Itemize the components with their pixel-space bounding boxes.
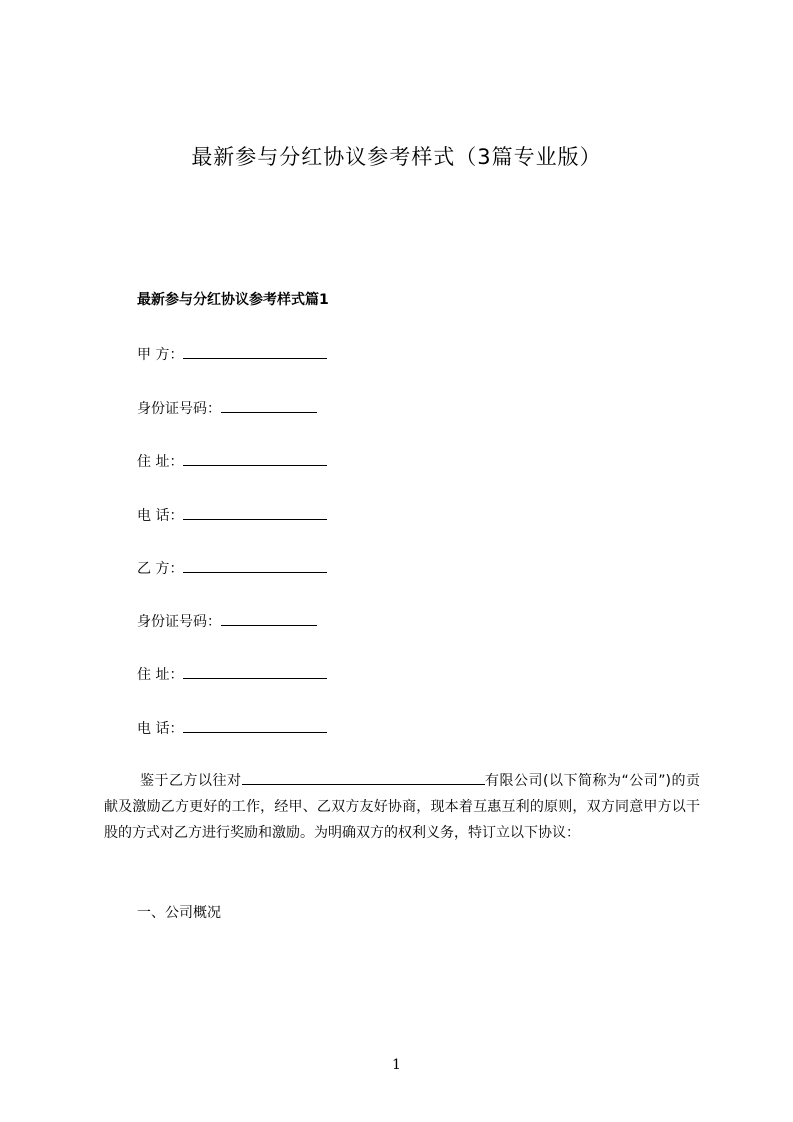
party-b-id-blank[interactable] <box>221 611 317 626</box>
intro-paragraph <box>104 768 700 846</box>
party-a-name-label: 甲 方： <box>137 347 184 363</box>
party-a-id-blank[interactable] <box>221 398 317 413</box>
party-a-id-label: 身份证号码： <box>137 401 221 417</box>
party-a-address-field <box>137 451 327 471</box>
party-b-address-blank[interactable] <box>183 664 327 679</box>
party-b-name-blank[interactable] <box>183 558 327 573</box>
company-name-blank[interactable] <box>242 770 485 785</box>
party-a-phone-field <box>137 505 327 525</box>
intro-paragraph-after: 有限公司(以下简称为“公司”)的贡献及激励乙方更好的工作，经甲、乙双方友好协商，现本着互惠互利的原则，双方同意甲方以干股的方式对乙方进行奖励和激励。为明确双方的权利义务，特订立以下协议： <box>104 773 701 841</box>
party-a-name-field <box>137 344 327 364</box>
party-b-id-label: 身份证号码： <box>137 614 221 630</box>
party-a-name-blank[interactable] <box>183 344 327 359</box>
party-a-address-label: 住 址： <box>137 454 184 470</box>
page-title: 最新参与分红协议参考样式（3篇专业版） <box>191 145 602 169</box>
subheading-company-overview: 一、公司概况 <box>137 905 221 921</box>
party-a-phone-blank[interactable] <box>183 505 327 520</box>
party-b-name-label: 乙 方： <box>137 561 184 577</box>
page-number: 1 <box>392 1057 401 1073</box>
party-b-phone-field <box>137 718 327 738</box>
party-a-address-blank[interactable] <box>183 451 327 466</box>
party-a-phone-label: 电 话： <box>137 508 184 524</box>
intro-paragraph-before: 鉴于乙方以往对 <box>140 773 242 789</box>
party-b-phone-label: 电 话： <box>137 721 184 737</box>
party-b-name-field <box>137 558 327 578</box>
party-b-phone-blank[interactable] <box>183 718 327 733</box>
party-b-address-label: 住 址： <box>137 667 184 683</box>
party-b-address-field <box>137 664 327 684</box>
party-a-id-field <box>137 398 317 418</box>
party-b-id-field <box>137 611 317 631</box>
section-heading: 最新参与分红协议参考样式篇1 <box>137 292 329 308</box>
